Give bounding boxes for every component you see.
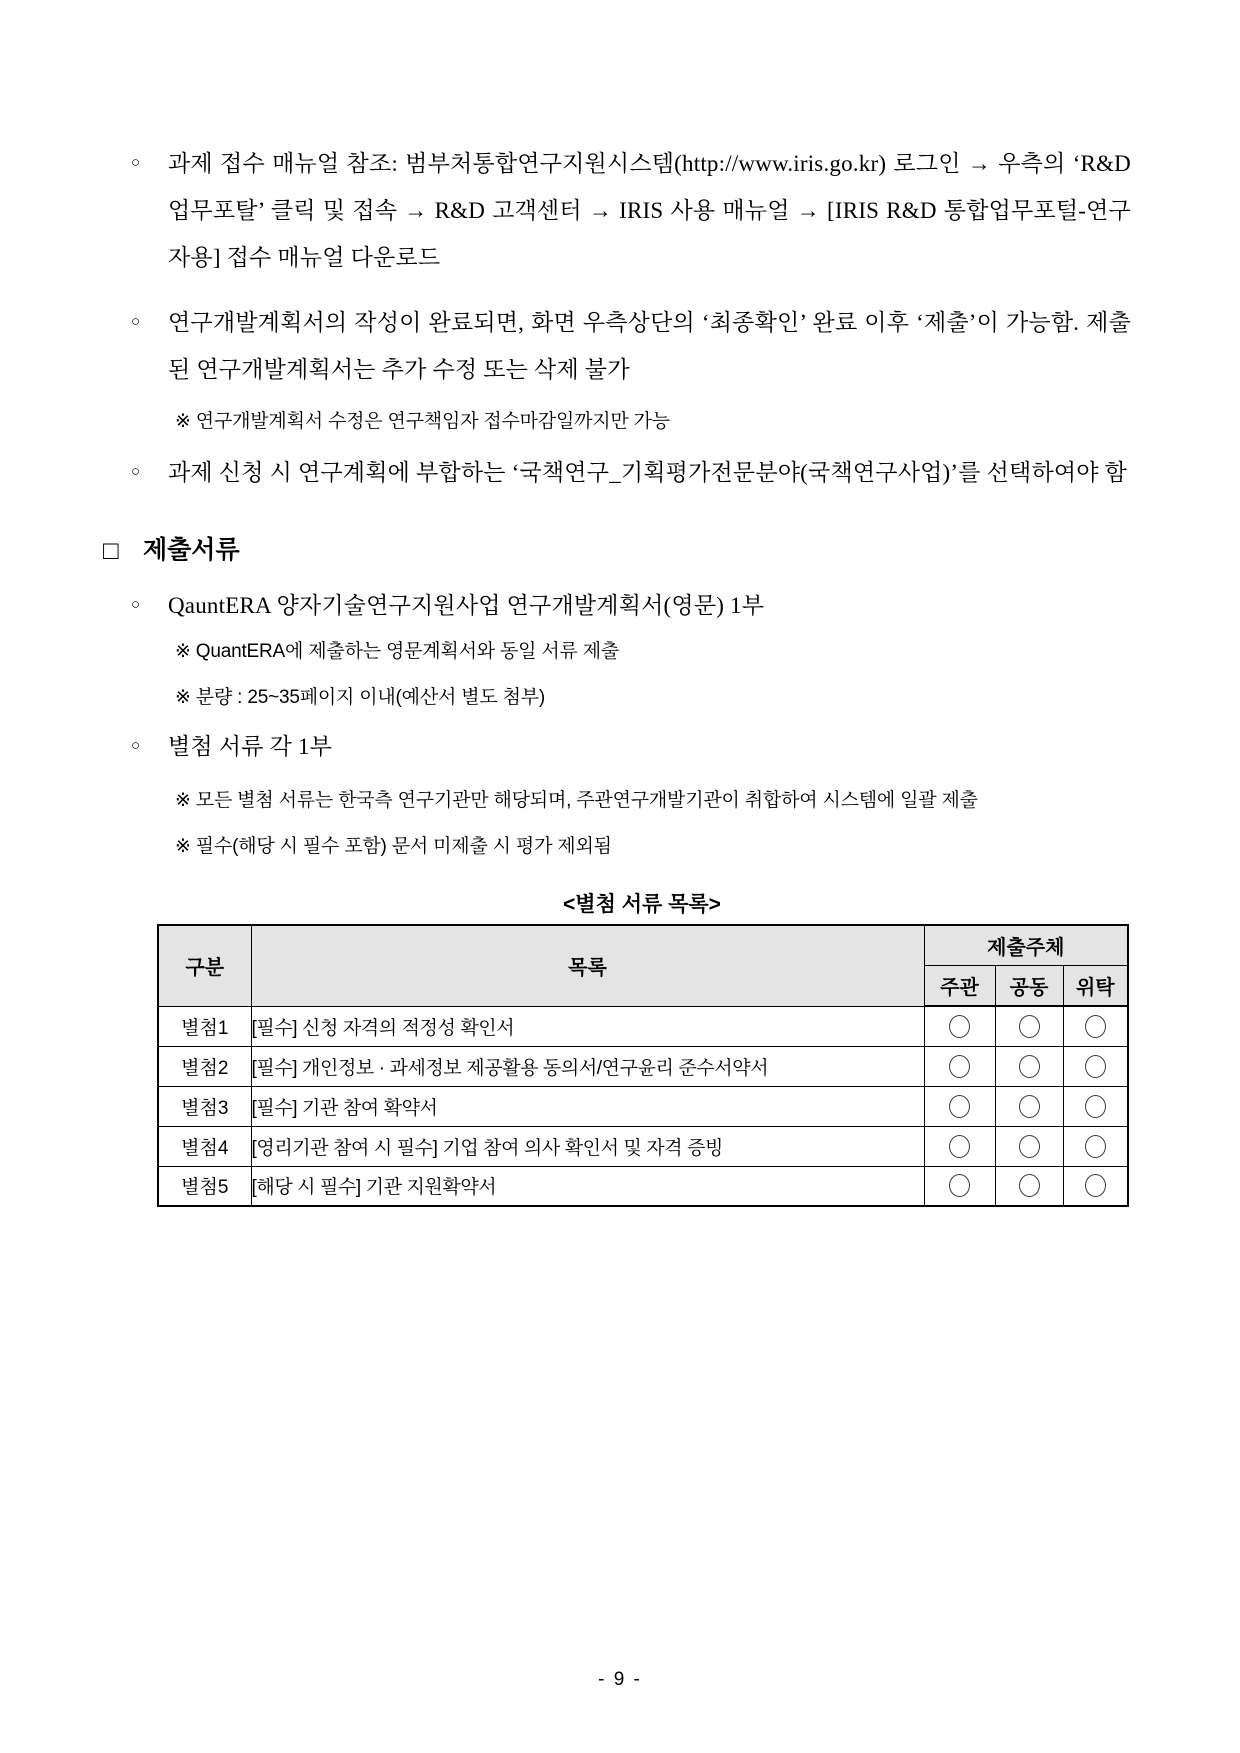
bullet-item (103, 582, 1131, 629)
row-no: 별첨5 (158, 1166, 251, 1206)
bullet-item (103, 299, 1131, 393)
circle-mark-icon (949, 1135, 970, 1158)
circle-mark-icon (1085, 1055, 1106, 1078)
table-row (158, 1006, 1128, 1046)
row-no: 별첨4 (158, 1126, 251, 1166)
circle-mark-icon (949, 1095, 970, 1118)
row-title: [필수] 신청 자격의 적정성 확인서 (251, 1006, 924, 1046)
section-heading-text: 제출서류 (143, 536, 240, 564)
mark-cell (1063, 1006, 1128, 1046)
square-icon: □ (103, 535, 119, 565)
bullet-text: 별첨 서류 각 1부 (168, 734, 333, 759)
circle-bullet-icon: ○ (131, 738, 141, 754)
table-row (158, 1046, 1128, 1086)
circle-mark-icon (1019, 1055, 1040, 1078)
row-title: [영리기관 참여 시 필수] 기업 참여 의사 확인서 및 자격 증빙 (251, 1126, 924, 1166)
row-title: [해당 시 필수] 기관 지원확약서 (251, 1166, 924, 1206)
bullet-item (103, 723, 1131, 770)
table-row (158, 1166, 1128, 1206)
circle-mark-icon (1019, 1095, 1040, 1118)
mark-cell (1063, 1126, 1128, 1166)
mark-cell (1063, 1166, 1128, 1206)
mark-cell (924, 1126, 995, 1166)
note-text: ※ 연구개발계획서 수정은 연구책임자 접수마감일까지만 가능 (175, 411, 670, 432)
attachment-table (157, 924, 1129, 1207)
row-no: 별첨1 (158, 1006, 251, 1046)
bullet-item (103, 140, 1131, 281)
circle-mark-icon (1019, 1135, 1040, 1158)
page-number: - 9 - (598, 1669, 642, 1690)
circle-mark-icon (1085, 1095, 1106, 1118)
bullet-text: QauntERA 양자기술연구지원사업 연구개발계획서(영문) 1부 (168, 593, 765, 618)
mark-cell (995, 1046, 1063, 1086)
circle-bullet-icon: ○ (131, 464, 141, 480)
header-cell-list: 목록 (251, 925, 924, 1006)
table-row (158, 1126, 1128, 1166)
mark-cell (995, 1166, 1063, 1206)
row-title: [필수] 기관 참여 확약서 (251, 1086, 924, 1126)
row-no: 별첨3 (158, 1086, 251, 1126)
circle-mark-icon (1085, 1174, 1106, 1197)
mark-cell (924, 1086, 995, 1126)
mark-cell (1063, 1086, 1128, 1126)
circle-mark-icon (1085, 1135, 1106, 1158)
mark-cell (924, 1046, 995, 1086)
mark-cell (924, 1006, 995, 1046)
note-text: ※ QuantERA에 제출하는 영문계획서와 동일 서류 제출 (175, 641, 620, 662)
note-text: ※ 필수(해당 시 필수 포함) 문서 미제출 시 평가 제외됨 (175, 836, 612, 857)
circle-mark-icon (1019, 1174, 1040, 1197)
header-cell-jugwan: 주관 (924, 965, 995, 1006)
header-cell-category: 구분 (158, 925, 251, 1006)
attachment-table-title: <별첨 서류 목록> (563, 893, 721, 916)
row-title: [필수] 개인정보 · 과세정보 제공활용 동의서/연구윤리 준수서약서 (251, 1046, 924, 1086)
mark-cell (1063, 1046, 1128, 1086)
bullet-item (103, 449, 1131, 496)
table-row (158, 1086, 1128, 1126)
page-content (103, 140, 1131, 1207)
circle-bullet-icon: ○ (131, 155, 141, 171)
circle-mark-icon (1019, 1015, 1040, 1038)
circle-mark-icon (949, 1015, 970, 1038)
header-cell-gongdong: 공동 (995, 965, 1063, 1006)
note-text: ※ 모든 별첨 서류는 한국측 연구기관만 해당되며, 주관연구개발기관이 취합하여 시스템에 일괄 제출 (175, 790, 978, 811)
circle-mark-icon (949, 1174, 970, 1197)
circle-bullet-icon: ○ (131, 597, 141, 613)
circle-mark-icon (949, 1055, 970, 1078)
mark-cell (995, 1006, 1063, 1046)
circle-mark-icon (1085, 1015, 1106, 1038)
row-no: 별첨2 (158, 1046, 251, 1086)
bullet-text: 과제 신청 시 연구계획에 부합하는 ‘국책연구_기획평가전문분야(국책연구사업)’를 선택하여야 함 (168, 460, 1128, 485)
bullet-text: 과제 접수 매뉴얼 참조: 범부처통합연구지원시스템(http://www.iris.go.kr) 로그인 → 우측의 ‘R&D 업무포탈’ 클릭 및 접속 → R&D 고객센터 → IRIS 사용 매뉴얼 → [IRIS R&D 통합업무포털-연구자용] 접수 매뉴얼 다운로드 (168, 151, 1131, 270)
mark-cell (995, 1086, 1063, 1126)
bullet-text: 연구개발계획서의 작성이 완료되면, 화면 우측상단의 ‘최종확인’ 완료 이후 ‘제출’이 가능함. 제출된 연구개발계획서는 추가 수정 또는 삭제 불가 (168, 310, 1131, 382)
section-heading (103, 532, 1131, 568)
mark-cell (924, 1166, 995, 1206)
circle-bullet-icon: ○ (131, 314, 141, 330)
mark-cell (995, 1126, 1063, 1166)
note-text: ※ 분량 : 25~35페이지 이내(예산서 별도 첨부) (175, 687, 546, 708)
header-cell-submitter: 제출주체 (924, 925, 1128, 965)
header-cell-witak: 위탁 (1063, 965, 1128, 1006)
